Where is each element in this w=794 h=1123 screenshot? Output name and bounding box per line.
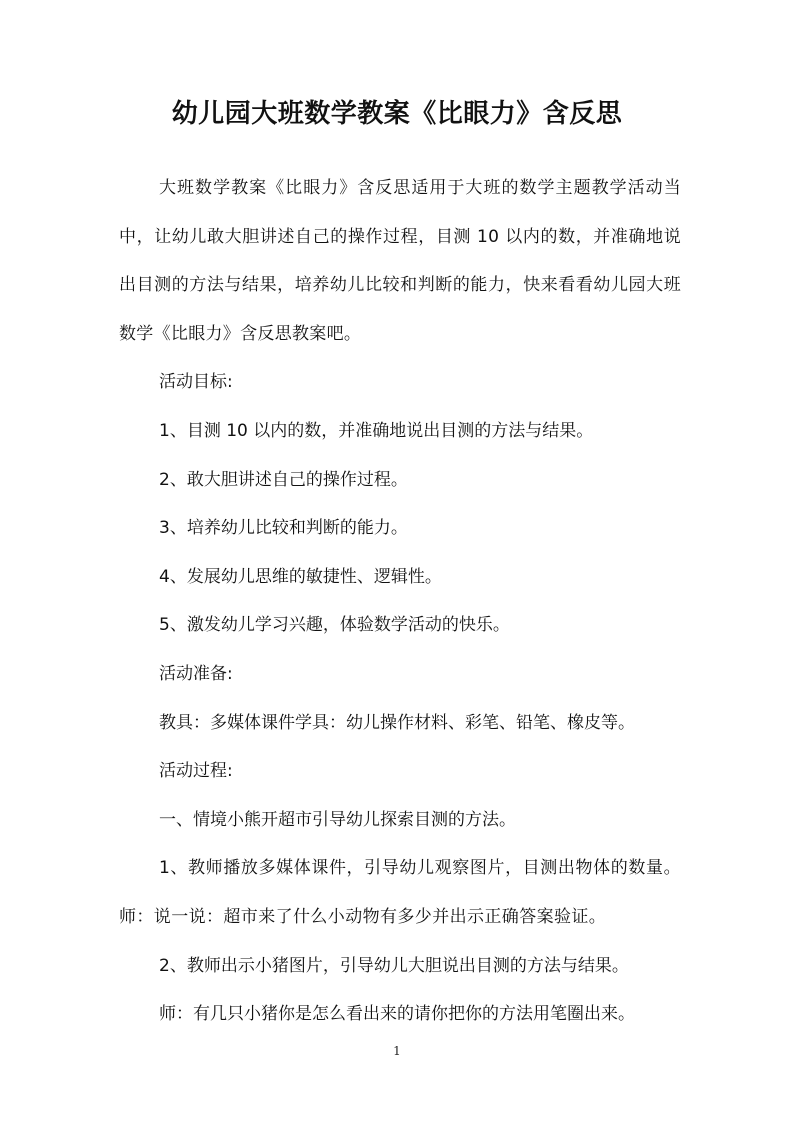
- section-heading-preparation: 活动准备:: [159, 663, 233, 684]
- document-title: 幼儿园大班数学教案《比眼力》含反思: [171, 99, 623, 129]
- preparation-text: 教具：多媒体课件学具：幼儿操作材料、彩笔、铅笔、橡皮等。: [159, 712, 635, 733]
- document-body: [119, 164, 681, 1039]
- process-step-heading: 一、情境小熊开超市引导幼儿探索目测的方法。: [159, 809, 516, 830]
- objective-item: 3、培养幼儿比较和判断的能力。: [159, 518, 408, 539]
- page-number: 1: [393, 1044, 401, 1058]
- objective-item: 4、发展幼儿思维的敏捷性、逻辑性。: [159, 566, 442, 587]
- objective-item: 5、激发幼儿学习兴趣，体验数学活动的快乐。: [159, 615, 510, 636]
- section-heading-process: 活动过程:: [159, 761, 233, 782]
- objective-item: 1、目测 10 以内的数，并准确地说出目测的方法与结果。: [159, 420, 594, 441]
- process-step: 2、教师出示小猪图片，引导幼儿大胆说出目测的方法与结果。: [159, 955, 629, 976]
- process-step: 1、教师播放多媒体课件，引导幼儿观察图片，目测出物体的数量。师：说一说：超市来了什么小动物有多少并出示正确答案验证。: [119, 858, 681, 927]
- process-step: 师：有几只小猪你是怎么看出来的请你把你的方法用笔圈出来。: [159, 1004, 635, 1025]
- section-heading-objectives: 活动目标:: [159, 372, 233, 393]
- objective-item: 2、敢大胆讲述自己的操作过程。: [159, 469, 408, 490]
- intro-paragraph: 大班数学教案《比眼力》含反思适用于大班的数学主题教学活动当中，让幼儿敢大胆讲述自己的操作过程，目测 10 以内的数，并准确地说出目测的方法与结果，培养幼儿比较和判断的能力，快来看看幼儿园大班数学《比眼力》含反思教案吧。: [119, 178, 681, 344]
